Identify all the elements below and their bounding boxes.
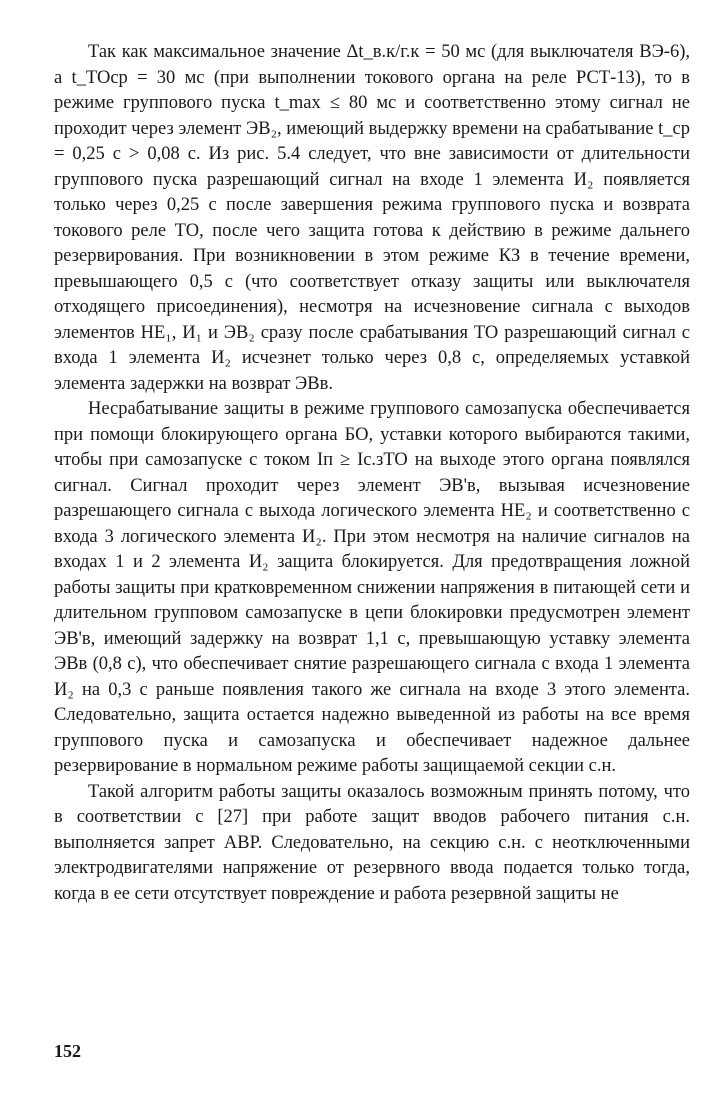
paragraph-1: Так как максимальное значение Δt_в.к/г.к = 50 мс (для выключателя ВЭ-6), а t_ТОср = 30 мс (при выполнении токового органа на реле РСТ-13), то в режиме группового пуска t_max ≤ 80 мс и соответственно этому сигнал не проходит через элемент ЭВ₂, имеющий выдержку времени на срабатывание t_ср = 0,25 с > 0,08 с. Из рис. 5.4 следует, что вне зависимости от длительности группового пуска разрешающий сигнал на входе 1 элемента И₂ появляется только через 0,25 с после завершения режима группового пуска и возврата токового реле ТО, после чего защита готова к действию в режиме дальнего резервирования. При возникновении в этом режиме КЗ в течение времени, превышающего 0,5 с (что соответствует отказу защиты или выключателя отходящего присоединения), несмотря на исчезновение сигнала с выходов элементов НЕ₁, И₁ и ЭВ₂ сразу после срабатывания ТО разрешающий сигнал с входа 1 элемента И₂ исчезнет только через 0,8 с, определяемых уставкой элемента задержки на возврат ЭВв. [54,42,690,394]
paragraph-2: Несрабатывание защиты в режиме группового самозапуска обеспечивается при помощи блокирующего органа БО, уставки которого выбираются такими, чтобы при самозапуске с током Iп ≥ Iс.зТО на выходе этого органа появлялся сигнал. Сигнал проходит через элемент ЭВ'в, вызывая исчезновение разрешающего сигнала с выхода логического элемента НЕ₂ и соответственно с входа 3 логического элемента И₂. При этом несмотря на наличие сигналов на входах 1 и 2 элемента И₂ защита блокируется. Для предотвращения ложной работы защиты при кратковременном снижении напряжения в питающей сети и длительном групповом самозапуске в цепи блокировки предусмотрен элемент ЭВ'в, имеющий задержку на возврат 1,1 с, превышающую уставку элемента ЭВв (0,8 с), что обеспечивает снятие разрешающего сигнала с входа 1 элемента И₂ на 0,3 с раньше появления такого же сигнала на входе 3 этого элемента. Следовательно, защита остается надежно выведенной из работы на все время группового пуска и самозапуска и обеспечивает надежное дальнее резервирование в нормальном режиме работы защищаемой секции с.н. [54,399,690,776]
paragraph-3: Такой алгоритм работы защиты оказалось возможным принять потому, что в соответствии с [27] при работе защит вводов рабочего питания с.н. выполняется запрет АВР. Следовательно, на секцию с.н. с неотключенными электродвигателями напряжение от резервного ввода подается только тогда, когда в ее сети отсутствует повреждение и работа резервной защиты не [54,781,690,904]
page-number: 152 [54,1041,81,1061]
document-body [54,40,690,907]
